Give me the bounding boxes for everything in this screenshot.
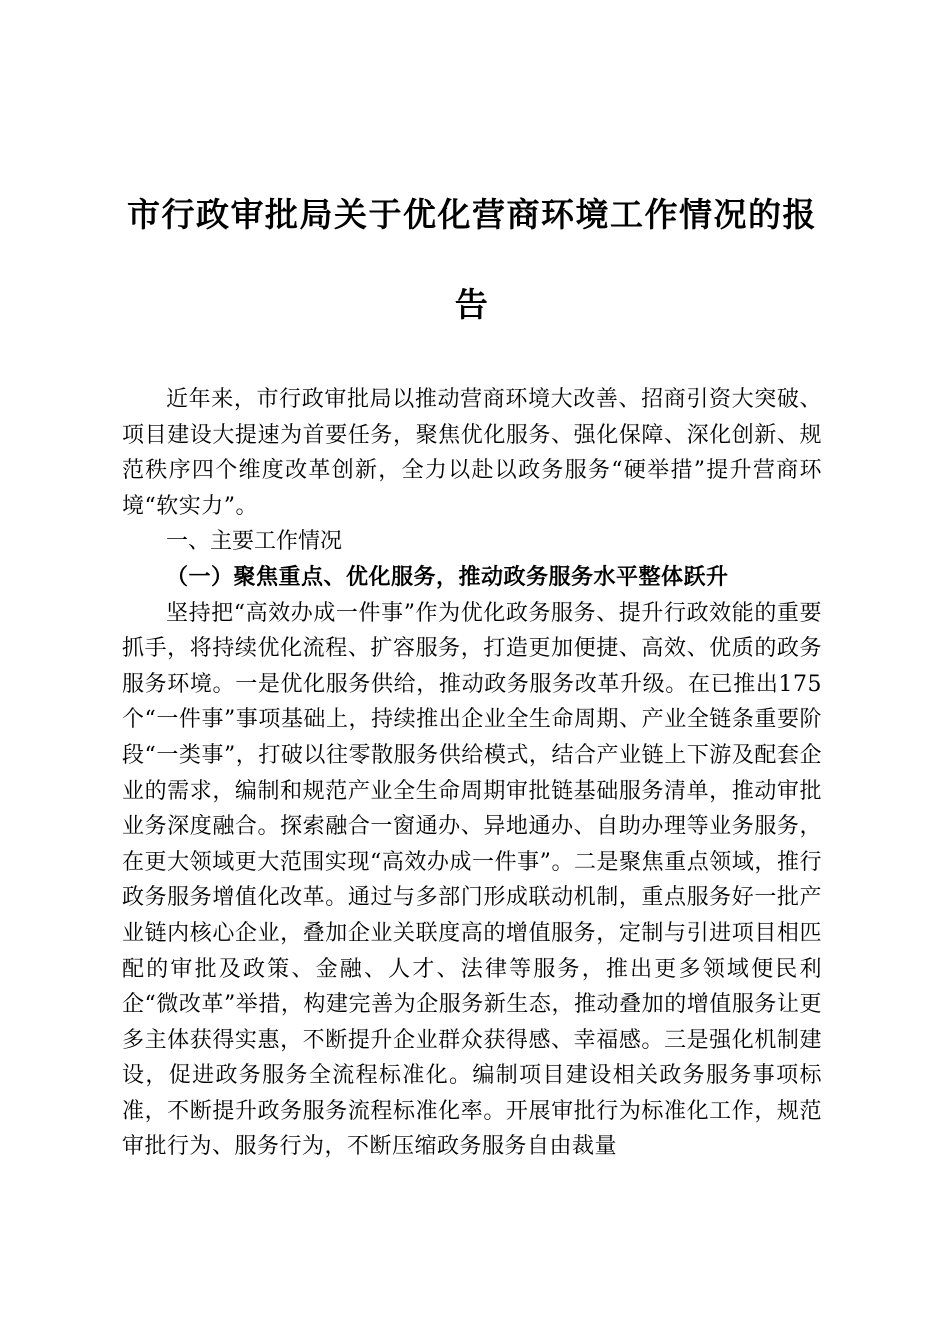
- document-body: [122, 382, 822, 1165]
- document-page: [122, 170, 822, 1165]
- subsection-body-paragraph: 坚持把“高效办成一件事”作为优化政务服务、提升行政效能的重要抓手，将持续优化流程、扩容服务，打造更加便捷、高效、优质的政务服务环境。一是优化服务供给，推动政务服务改革升级。在已推出175个“一件事”事项基础上，持续推出企业全生命周期、产业全链条重要阶段“一类事”，打破以往零散服务供给模式，结合产业链上下游及配套企业的需求，编制和规范产业全生命周期审批链基础服务清单，推动审批业务深度融合。探索融合一窗通办、异地通办、自助办理等业务服务，在更大领域更大范围实现“高效办成一件事”。二是聚焦重点领域，推行政务服务增值化改革。通过与多部门形成联动机制，重点服务好一批产业链内核心企业，叠加企业关联度高的增值服务，定制与引进项目相匹配的审批及政策、金融、人才、法律等服务，推出更多领域便民利企“微改革”举措，构建完善为企服务新生态，推动叠加的增值服务让更多主体获得实惠，不断提升企业群众获得感、幸福感。三是强化机制建设，促进政务服务全流程标准化。编制项目建设相关政务服务事项标准，不断提升政务服务流程标准化率。开展审批行为标准化工作，规范审批行为、服务行为，不断压缩政务服务自由裁量: [122, 600, 822, 1160]
- subsection-heading-optimize-service: （一）聚焦重点、优化服务，推动政务服务水平整体跃升: [166, 563, 729, 590]
- section-heading-main-work: 一、主要工作情况: [166, 529, 343, 555]
- document-title: 市行政审批局关于优化营商环境工作情况的报告: [127, 195, 817, 324]
- intro-paragraph: 近年来，市行政审批局以推动营商环境大改善、招商引资大突破、项目建设大提速为首要任务，聚焦优化服务、强化保障、深化创新、规范秩序四个维度改革创新，全力以赴以政务服务“硬举措”提升营商环境“软实力”。: [122, 387, 822, 519]
